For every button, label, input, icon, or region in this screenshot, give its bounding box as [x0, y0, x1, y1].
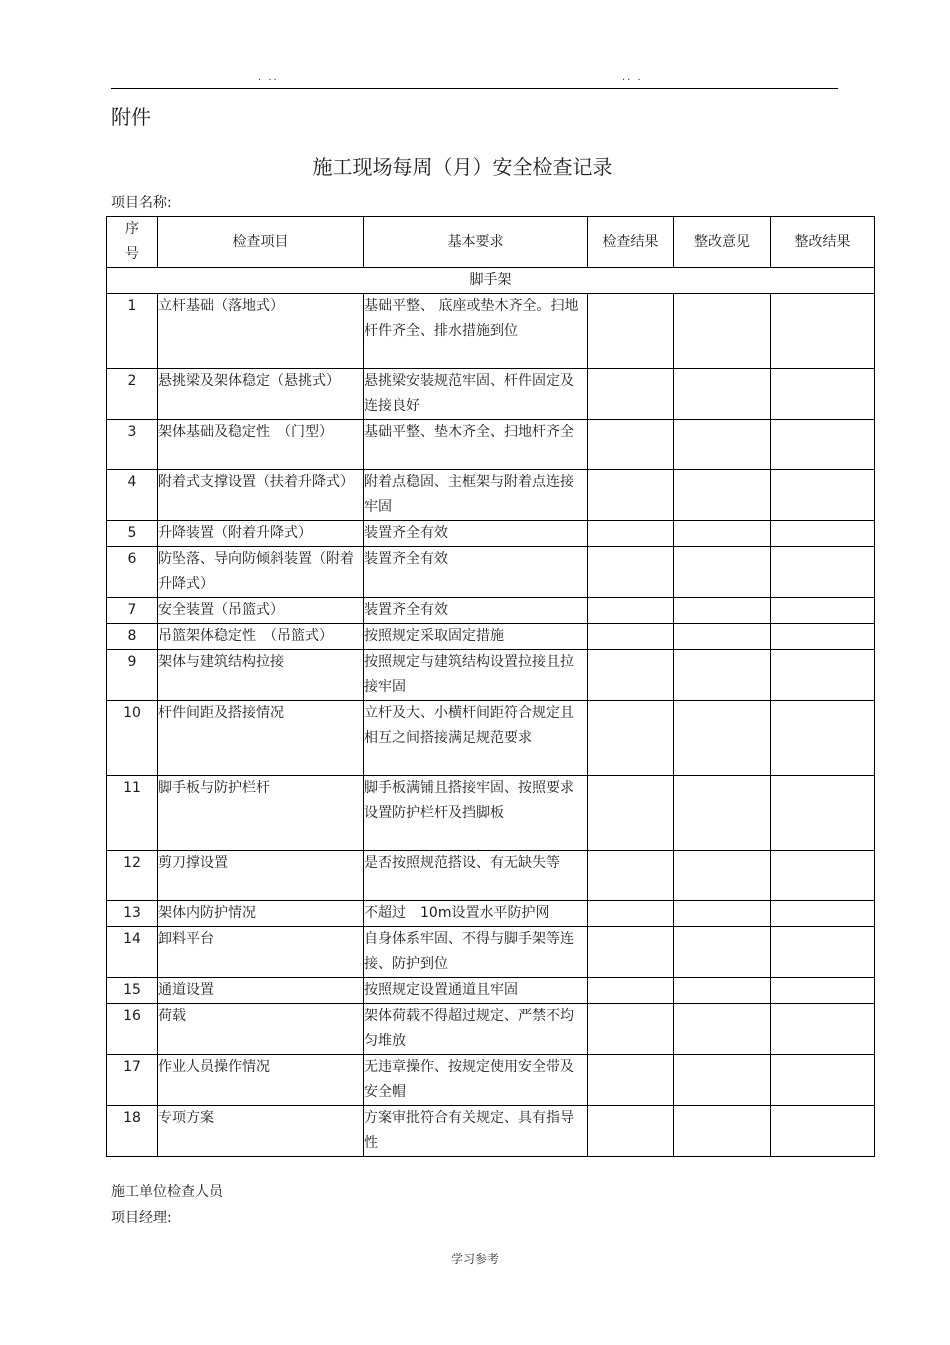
row-result-cell: [588, 547, 674, 598]
table-row: [107, 294, 875, 369]
row-opinion-cell: [674, 901, 771, 927]
row-check-item: 专项方案: [158, 1106, 364, 1157]
row-result-cell: [588, 1106, 674, 1157]
row-number: 15: [107, 978, 158, 1004]
table-header-row: [107, 217, 875, 268]
row-result-cell: [588, 901, 674, 927]
row-requirement: 按照规定设置通道且牢固: [364, 978, 588, 1004]
header-dots-left: . ..: [258, 72, 279, 83]
row-opinion-cell: [674, 420, 771, 470]
row-requirement: 按照规定与建筑结构设置拉接且拉接牢固: [364, 650, 588, 701]
row-rectification-cell: [771, 978, 875, 1004]
row-opinion-cell: [674, 547, 771, 598]
row-check-item: 悬挑梁及架体稳定（悬挑式）: [158, 369, 364, 420]
header-opinion: 整改意见: [674, 217, 771, 268]
row-opinion-cell: [674, 1055, 771, 1106]
row-opinion-cell: [674, 1106, 771, 1157]
inspector-label: 施工单位检查人员: [111, 1184, 223, 1200]
row-number: 14: [107, 927, 158, 978]
table-row: [107, 701, 875, 776]
row-rectification-cell: [771, 547, 875, 598]
row-result-cell: [588, 521, 674, 547]
manager-label: 项目经理:: [111, 1210, 172, 1226]
row-opinion-cell: [674, 624, 771, 650]
table-row: [107, 420, 875, 470]
row-number: 9: [107, 650, 158, 701]
row-requirement: 装置齐全有效: [364, 598, 588, 624]
row-check-item: 安全装置（吊篮式）: [158, 598, 364, 624]
table-row: [107, 470, 875, 521]
table-row: [107, 521, 875, 547]
row-number: 1: [107, 294, 158, 369]
row-number: 3: [107, 420, 158, 470]
inspection-table: [106, 216, 875, 1157]
row-check-item: 立杆基础（落地式）: [158, 294, 364, 369]
row-rectification-cell: [771, 1004, 875, 1055]
row-requirement: 按照规定采取固定措施: [364, 624, 588, 650]
row-result-cell: [588, 294, 674, 369]
row-check-item: 吊篮架体稳定性 （吊篮式）: [158, 624, 364, 650]
row-rectification-cell: [771, 776, 875, 851]
table-row: [107, 901, 875, 927]
row-opinion-cell: [674, 369, 771, 420]
row-number: 6: [107, 547, 158, 598]
row-opinion-cell: [674, 470, 771, 521]
row-rectification-cell: [771, 294, 875, 369]
row-number: 8: [107, 624, 158, 650]
header-requirement: 基本要求: [364, 217, 588, 268]
row-requirement: 脚手板满铺且搭接牢固、按照要求设置防护栏杆及挡脚板: [364, 776, 588, 851]
row-requirement: 立杆及大、小横杆间距符合规定且相互之间搭接满足规范要求: [364, 701, 588, 776]
row-requirement: 自身体系牢固、不得与脚手架等连接、防护到位: [364, 927, 588, 978]
row-opinion-cell: [674, 851, 771, 901]
row-check-item: 升降装置（附着升降式）: [158, 521, 364, 547]
row-requirement: 基础平整、垫木齐全、扫地杆齐全: [364, 420, 588, 470]
row-opinion-cell: [674, 701, 771, 776]
section-row: [107, 268, 875, 294]
row-check-item: 剪刀撑设置: [158, 851, 364, 901]
row-number: 12: [107, 851, 158, 901]
row-check-item: 脚手板与防护栏杆: [158, 776, 364, 851]
attachment-label: 附件: [111, 105, 151, 129]
row-result-cell: [588, 1004, 674, 1055]
table-row: [107, 624, 875, 650]
document-title: 施工现场每周（月）安全检查记录: [312, 155, 613, 179]
row-rectification-cell: [771, 1055, 875, 1106]
row-number: 17: [107, 1055, 158, 1106]
header-no-bottom: 号: [125, 246, 139, 262]
row-requirement: 悬挑梁安装规范牢固、杆件固定及连接良好: [364, 369, 588, 420]
row-rectification-cell: [771, 650, 875, 701]
row-number: 18: [107, 1106, 158, 1157]
row-result-cell: [588, 624, 674, 650]
row-result-cell: [588, 927, 674, 978]
row-requirement: 方案审批符合有关规定、具有指导性: [364, 1106, 588, 1157]
table-row: [107, 776, 875, 851]
row-check-item: 架体内防护情况: [158, 901, 364, 927]
row-requirement: 无违章操作、按规定使用安全带及安全帽: [364, 1055, 588, 1106]
row-rectification-cell: [771, 701, 875, 776]
row-check-item: 架体与建筑结构拉接: [158, 650, 364, 701]
row-check-item: 附着式支撑设置（扶着升降式）: [158, 470, 364, 521]
row-number: 16: [107, 1004, 158, 1055]
row-rectification-cell: [771, 927, 875, 978]
row-opinion-cell: [674, 650, 771, 701]
header-no: [107, 217, 158, 268]
header-rule: [111, 88, 838, 89]
row-result-cell: [588, 978, 674, 1004]
table-row: [107, 650, 875, 701]
row-number: 7: [107, 598, 158, 624]
row-rectification-cell: [771, 420, 875, 470]
row-rectification-cell: [771, 369, 875, 420]
row-rectification-cell: [771, 624, 875, 650]
table-row: [107, 851, 875, 901]
row-check-item: 防坠落、导向防倾斜装置（附着升降式）: [158, 547, 364, 598]
table-row: [107, 927, 875, 978]
row-number: 13: [107, 901, 158, 927]
table-row: [107, 1106, 875, 1157]
row-result-cell: [588, 1055, 674, 1106]
row-number: 2: [107, 369, 158, 420]
row-opinion-cell: [674, 294, 771, 369]
row-result-cell: [588, 598, 674, 624]
row-result-cell: [588, 851, 674, 901]
row-number: 5: [107, 521, 158, 547]
row-check-item: 卸料平台: [158, 927, 364, 978]
row-rectification-cell: [771, 851, 875, 901]
section-label: 脚手架: [107, 268, 875, 294]
row-check-item: 架体基础及稳定性 （门型）: [158, 420, 364, 470]
row-requirement: 装置齐全有效: [364, 521, 588, 547]
row-result-cell: [588, 650, 674, 701]
row-opinion-cell: [674, 1004, 771, 1055]
header-item: 检查项目: [158, 217, 364, 268]
row-rectification-cell: [771, 901, 875, 927]
row-opinion-cell: [674, 776, 771, 851]
table-row: [107, 598, 875, 624]
row-requirement: 基础平整、 底座或垫木齐全。扫地杆件齐全、排水措施到位: [364, 294, 588, 369]
row-check-item: 杆件间距及搭接情况: [158, 701, 364, 776]
header-rectification: 整改结果: [771, 217, 875, 268]
row-requirement: 架体荷载不得超过规定、严禁不均匀堆放: [364, 1004, 588, 1055]
row-result-cell: [588, 470, 674, 521]
row-requirement: 附着点稳固、主框架与附着点连接牢固: [364, 470, 588, 521]
table-row: [107, 1055, 875, 1106]
page-footer: 学习参考: [450, 1252, 499, 1266]
table-row: [107, 978, 875, 1004]
header-dots-right: .. .: [622, 72, 643, 83]
table-row: [107, 547, 875, 598]
row-rectification-cell: [771, 470, 875, 521]
row-number: 10: [107, 701, 158, 776]
row-result-cell: [588, 776, 674, 851]
row-requirement: 装置齐全有效: [364, 547, 588, 598]
row-requirement: 不超过 10m设置水平防护网: [364, 901, 588, 927]
row-check-item: 作业人员操作情况: [158, 1055, 364, 1106]
row-check-item: 荷载: [158, 1004, 364, 1055]
header-no-top: 序: [125, 221, 139, 237]
row-result-cell: [588, 420, 674, 470]
header-result: 检查结果: [588, 217, 674, 268]
row-result-cell: [588, 701, 674, 776]
row-rectification-cell: [771, 1106, 875, 1157]
table-row: [107, 1004, 875, 1055]
row-check-item: 通道设置: [158, 978, 364, 1004]
row-opinion-cell: [674, 927, 771, 978]
row-result-cell: [588, 369, 674, 420]
row-rectification-cell: [771, 598, 875, 624]
row-opinion-cell: [674, 521, 771, 547]
row-requirement: 是否按照规范搭设、有无缺失等: [364, 851, 588, 901]
row-rectification-cell: [771, 521, 875, 547]
row-opinion-cell: [674, 978, 771, 1004]
row-number: 11: [107, 776, 158, 851]
project-name-label: 项目名称:: [111, 195, 172, 211]
row-number: 4: [107, 470, 158, 521]
table-row: [107, 369, 875, 420]
row-opinion-cell: [674, 598, 771, 624]
